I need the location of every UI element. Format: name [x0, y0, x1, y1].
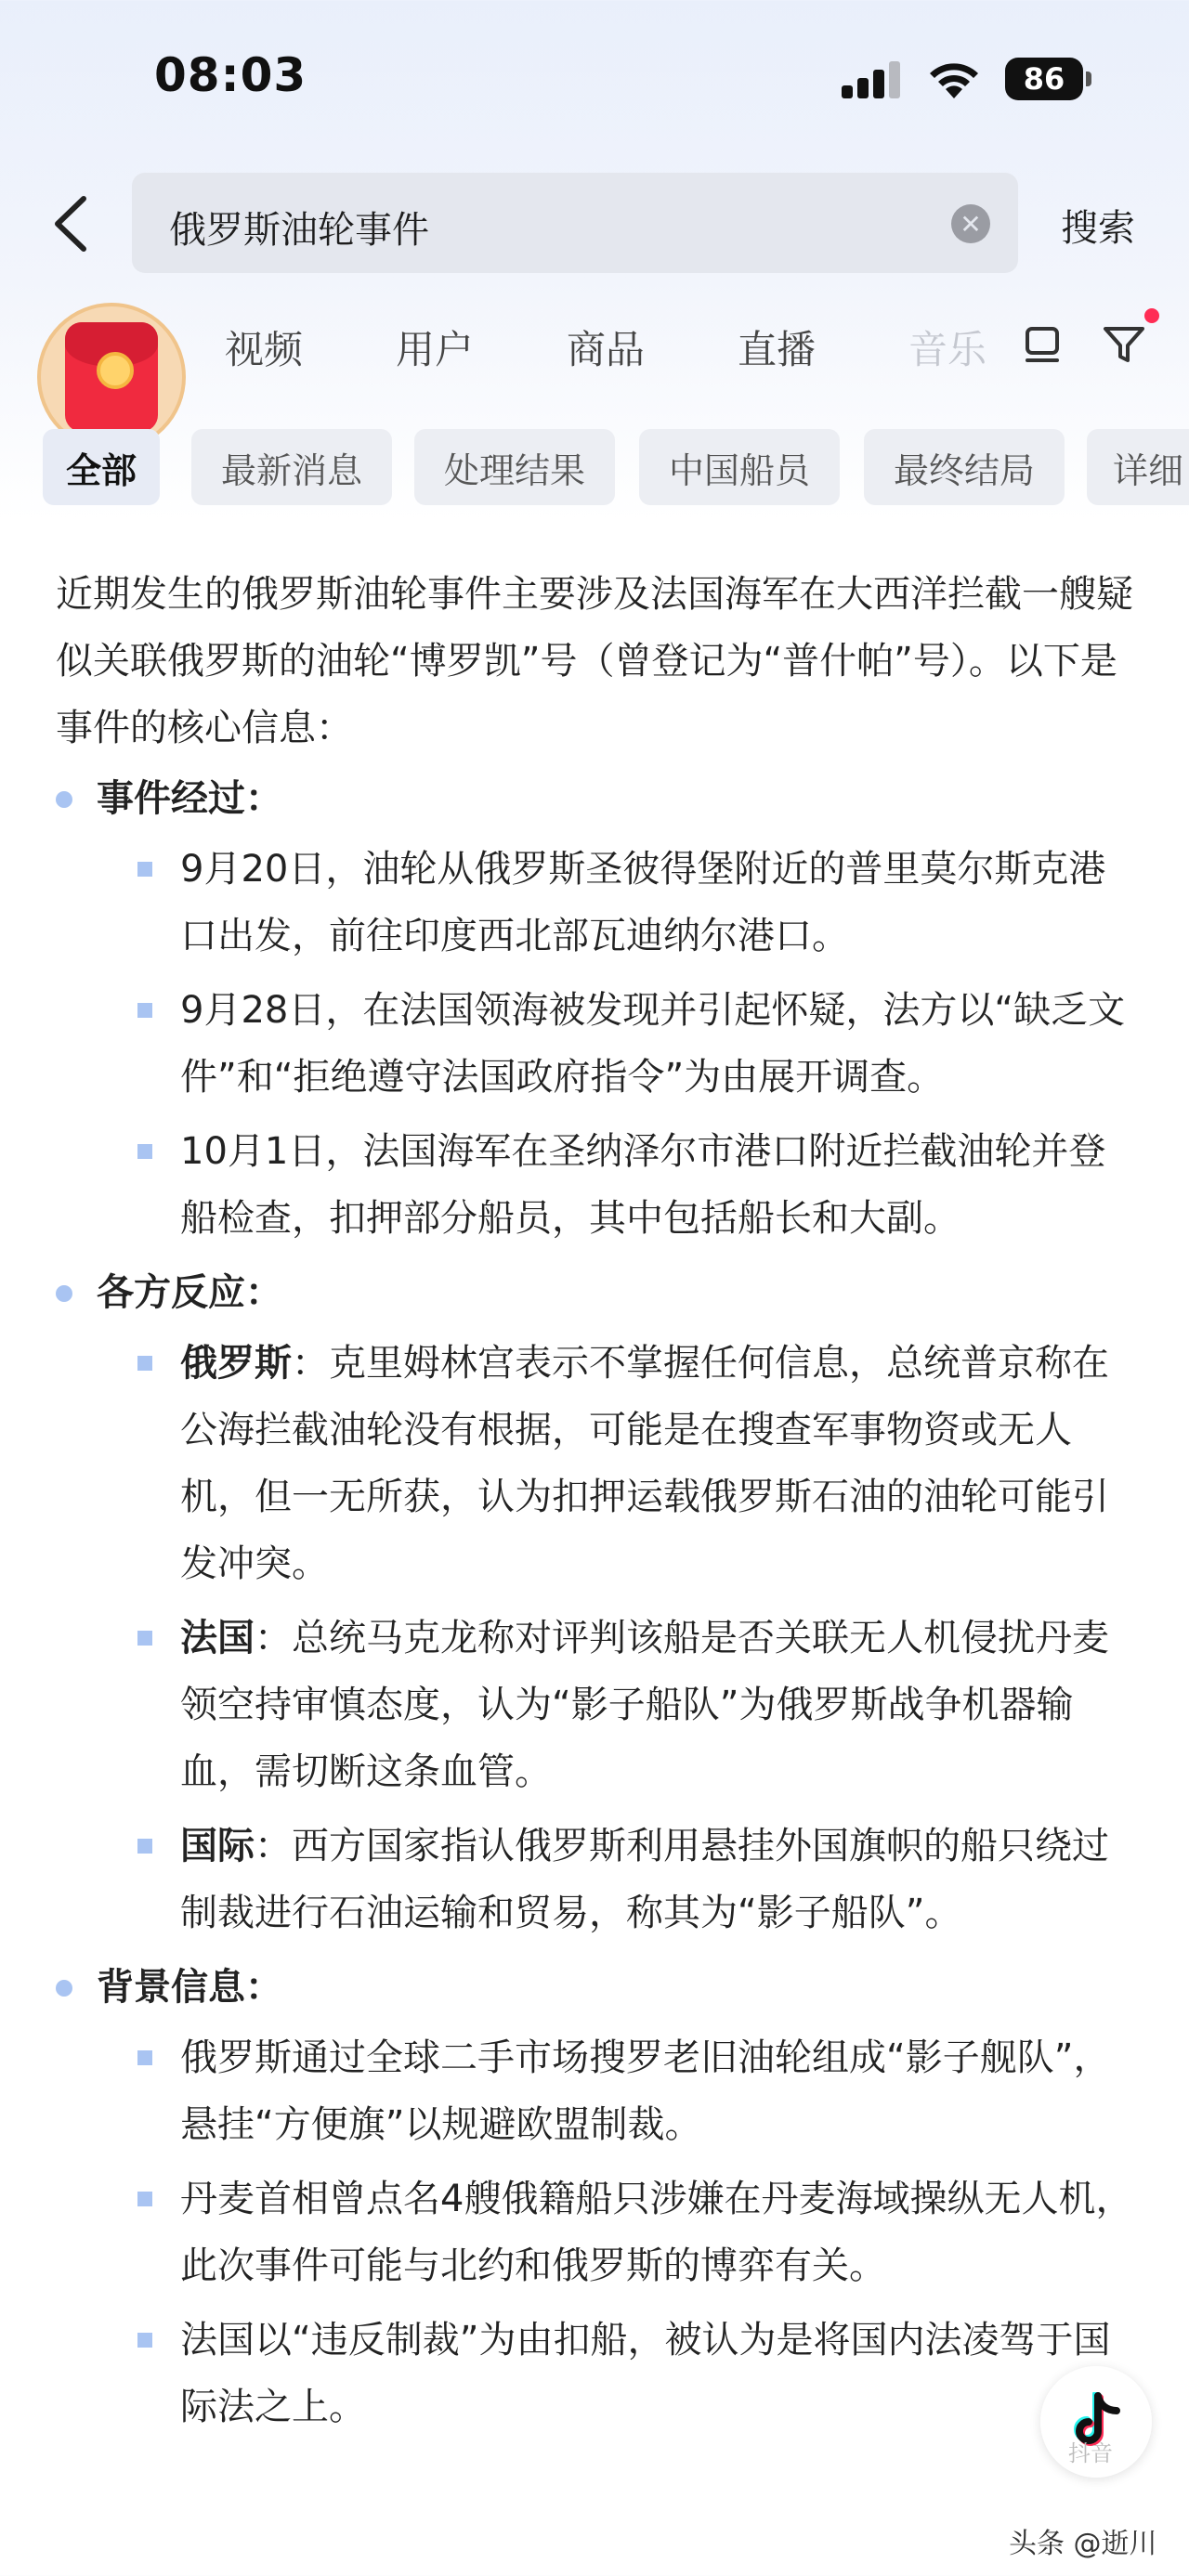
cellular-signal-icon [842, 61, 901, 98]
watermark: 头条 @逝川 [1009, 2528, 1157, 2560]
section-events [56, 765, 1143, 1252]
list-item: 10月1日，法国海军在圣纳泽尔市港口附近拦截油轮并登船检查，扣押部分船员，其中包括船长和大副。 [56, 1118, 1143, 1252]
bullet-square-icon [137, 1356, 152, 1371]
list-item: 丹麦首相曾点名4艘俄籍船只涉嫌在丹麦海域操纵无人机，此次事件可能与北约和俄罗斯的博弈有关。 [56, 2166, 1143, 2299]
ai-answer [56, 561, 1143, 2448]
status-bar [0, 0, 1189, 158]
search-button[interactable]: 搜索 [1061, 207, 1135, 250]
filter-chips [0, 429, 1189, 505]
back-arrow-icon[interactable] [48, 193, 95, 254]
list-item: 9月28日，在法国领海被发现并引起怀疑，法方以“缺乏文件”和“拒绝遵守法国政府指令”为由展开调查。 [56, 977, 1143, 1111]
tab-video[interactable]: 视频 [225, 327, 304, 372]
chip-final[interactable]: 最终结局 [864, 429, 1065, 505]
intro-paragraph: 近期发生的俄罗斯油轮事件主要涉及法国海军在大西洋拦截一艘疑似关联俄罗斯的油轮“博罗凯”号（曾登记为“普什帕”号）。以下是事件的核心信息： [56, 573, 1133, 749]
section-heading: 各方反应： [56, 1259, 1143, 1330]
chip-result[interactable]: 处理结果 [414, 429, 615, 505]
notification-dot [1144, 308, 1159, 323]
chip-detail[interactable]: 详细 [1087, 429, 1189, 505]
list-item: 9月20日，油轮从俄罗斯圣彼得堡附近的普里莫尔斯克港口出发，前往印度西北部瓦迪纳尔港口。 [56, 836, 1143, 969]
douyin-label: 抖音 [1068, 2440, 1113, 2466]
chip-latest[interactable]: 最新消息 [191, 429, 392, 505]
filter-icon[interactable] [1100, 319, 1148, 368]
bullet-square-icon [137, 862, 152, 877]
bullet-square-icon [137, 1003, 152, 1018]
battery-icon: 86 [1005, 58, 1083, 100]
chip-all[interactable]: 全部 [43, 429, 160, 505]
list-item: 俄罗斯：克里姆林宫表示不掌握任何信息，总统普京称在公海拦截油轮没有根据，可能是在搜查军事物资或无人机，但一无所获，认为扣押运载俄罗斯石油的油轮可能引发冲突。 [56, 1330, 1143, 1597]
tab-users[interactable]: 用户 [396, 327, 475, 372]
wifi-icon [925, 56, 983, 100]
bullet-square-icon [137, 1144, 152, 1159]
red-envelope-icon [65, 322, 158, 432]
search-query: 俄罗斯油轮事件 [169, 209, 429, 252]
tab-products[interactable]: 商品 [567, 327, 646, 372]
chip-crew[interactable]: 中国船员 [639, 429, 840, 505]
bullet-square-icon [137, 1631, 152, 1646]
section-heading: 背景信息： [56, 1954, 1143, 2024]
clear-icon[interactable]: ✕ [951, 204, 990, 243]
tab-music[interactable]: 音乐 [908, 327, 987, 372]
list-item: 俄罗斯通过全球二手市场搜罗老旧油轮组成“影子舰队”，悬挂“方便旗”以规避欧盟制裁。 [56, 2024, 1143, 2158]
list-item: 法国以“违反制裁”为由扣船，被认为是将国内法凌驾于国际法之上。 [56, 2307, 1143, 2440]
status-time: 08:03 [154, 48, 307, 102]
tab-live[interactable]: 直播 [738, 327, 817, 372]
bullet-square-icon [137, 2333, 152, 2348]
bullet-square-icon [137, 1839, 152, 1854]
bullet-dot-icon [56, 1980, 72, 1997]
bullet-dot-icon [56, 791, 72, 808]
bullet-square-icon [137, 2192, 152, 2206]
list-item: 法国：总统马克龙称对评判该船是否关联无人机侵扰丹麦领空持审慎态度，认为“影子船队”为俄罗斯战争机器输血，需切断这条血管。 [56, 1605, 1143, 1805]
bullet-square-icon [137, 2050, 152, 2065]
section-background [56, 1954, 1143, 2440]
search-input[interactable] [132, 173, 1018, 273]
section-heading: 事件经过： [56, 765, 1143, 836]
list-item: 国际：西方国家指认俄罗斯利用悬挂外国旗帜的船只绕过制裁进行石油运输和贸易，称其为“影子船队”。 [56, 1813, 1143, 1946]
grid-menu-icon[interactable] [1018, 319, 1066, 368]
bullet-dot-icon [56, 1285, 72, 1302]
section-reactions [56, 1259, 1143, 1946]
